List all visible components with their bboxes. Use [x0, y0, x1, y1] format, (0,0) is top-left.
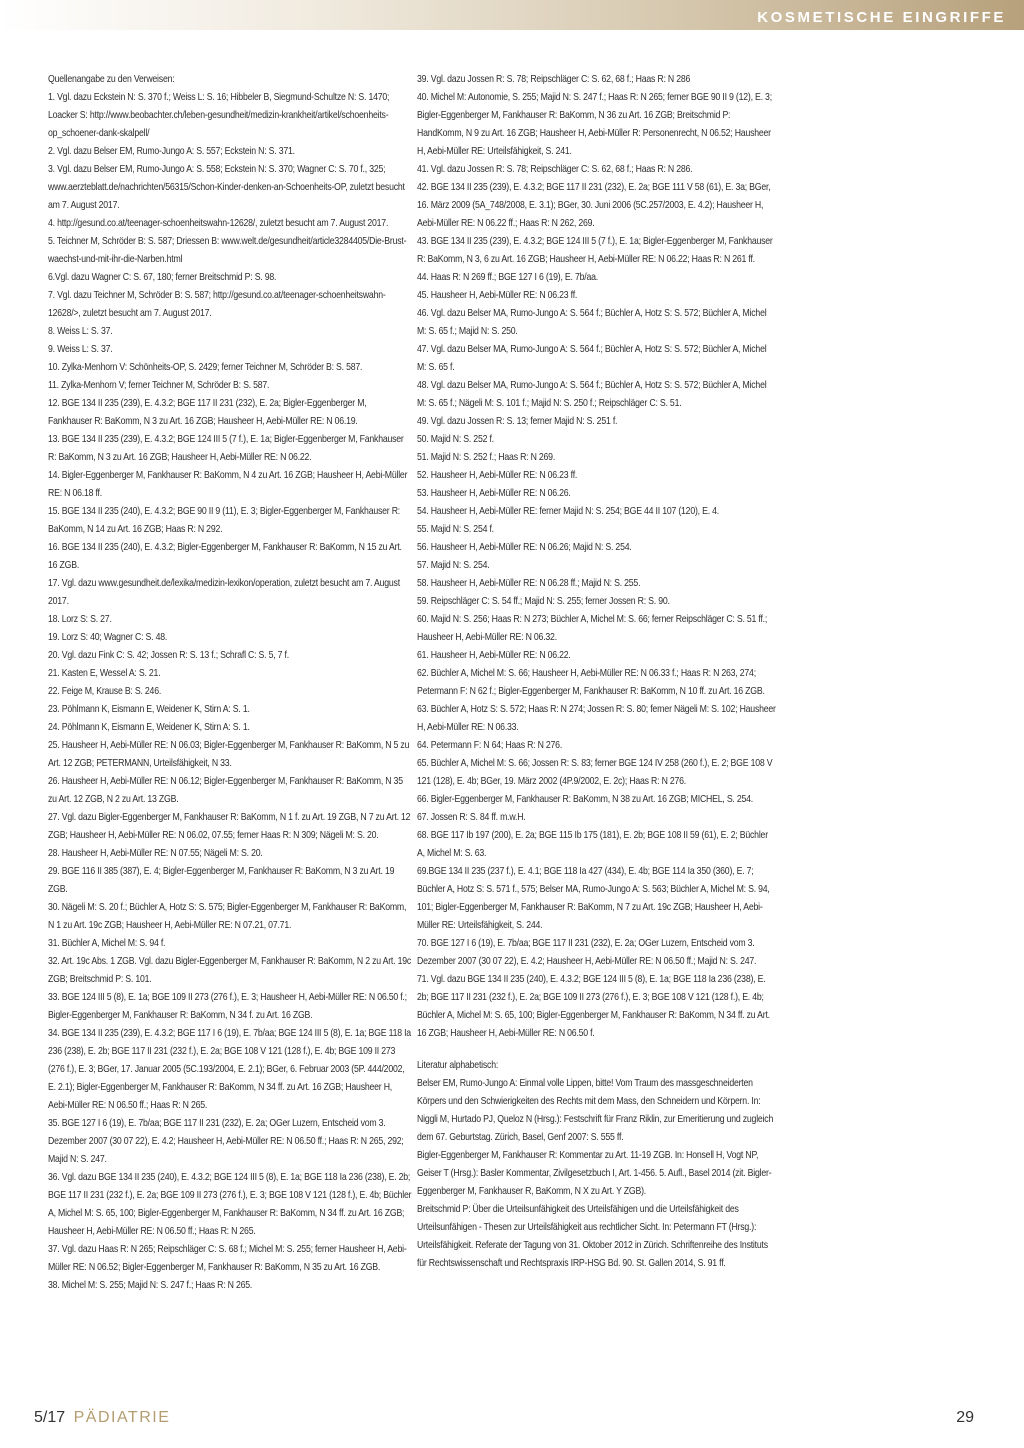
reference-item: 55. Majid N: S. 254 f. [417, 524, 494, 535]
literature-list [417, 1075, 777, 1273]
reference-item: 57. Majid N: S. 254. [417, 560, 490, 571]
reference-item: 9. Weiss L: S. 37. [48, 344, 113, 355]
reference-item: 69.BGE 134 II 235 (237 f.), E. 4.1; BGE 118 Ia 427 (434), E. 4b; BGE 114 Ia 350 (360), E. 7; Büchler A, Hotz S: S. 571 f., 575; Belser MA, Rumo-Jungo A: S. 563; Büchler A, Michel M: S. 94, 101; Bigler-Eggenberger M, Fankhauser R: BaKomm, N 7 zu Art. 19c ZGB; Hausheer H, Aebi-Müller RE: Urteilsfähigkeit, S. 244. [417, 866, 770, 931]
reference-item: 6.Vgl. dazu Wagner C: S. 67, 180; ferner Breitschmid P: S. 98. [48, 272, 277, 283]
reference-item: 30. Nägeli M: S. 20 f.; Büchler A, Hotz S: S. 575; Bigler-Eggenberger M, Fankhauser R: BaKomm, N 1 zu Art. 19c ZGB; Hausheer H, Aebi-Müller RE: N 07.21, 07.71. [48, 902, 407, 931]
magazine-name: PÄDIATRIE [73, 1409, 171, 1426]
references-list-right [417, 71, 777, 1043]
reference-item: 37. Vgl. dazu Haas R: N 265; Reipschläger C: S. 68 f.; Michel M: S. 255; ferner Hausheer H, Aebi-Müller RE: N 06.52; Bigler-Eggenberger M, Fankhauser R: BaKomm, N 35 zu Art. 16 ZGB. [48, 1244, 407, 1273]
reference-item: 35. BGE 127 I 6 (19), E. 7b/aa; BGE 117 II 231 (232), E. 2a; OGer Luzern, Entscheid vom 3. Dezember 2007 (30 07 22), E. 4.2; Hausheer H, Aebi-Müller RE: N 06.50 ff.; Haas R: N 265, 292; Majid N: S. 247. [48, 1118, 404, 1165]
reference-item: 5. Teichner M, Schröder B: S. 587; Driessen B: www.welt.de/gesundheit/article3284405/Die-Brust-waechst-und-mit-ihr-die-Narben.html [48, 236, 407, 265]
reference-item: 28. Hausheer H, Aebi-Müller RE: N 07.55; Nägeli M: S. 20. [48, 848, 263, 859]
reference-item: 61. Hausheer H, Aebi-Müller RE: N 06.22. [417, 650, 571, 661]
references-heading: Quellenangabe zu den Verweisen: [48, 74, 175, 85]
literature-item: Bigler-Eggenberger M, Fankhauser R: Kommentar zu Art. 11-19 ZGB. In: Honsell H, Vogt NP, Geiser T (Hrsg.): Basler Kommentar, Zivilgesetzbuch I, Art. 1-456. 5. Aufl., Basel 2014 (zit. Bigler-Eggenberger M, Fankhauser R, BaKomm, N X zu Art. Y ZGB). [417, 1150, 772, 1197]
reference-item: 20. Vgl. dazu Fink C: S. 42; Jossen R: S. 13 f.; Schrafl C: S. 5, 7 f. [48, 650, 289, 661]
reference-item: 46. Vgl. dazu Belser MA, Rumo-Jungo A: S. 564 f.; Büchler A, Hotz S: S. 572; Büchler A, Michel M: S. 65 f.; Majid N: S. 250. [417, 308, 767, 337]
reference-item: 54. Hausheer H, Aebi-Müller RE: ferner Majid N: S. 254; BGE 44 II 107 (120), E. 4. [417, 506, 719, 517]
reference-item: 26. Hausheer H, Aebi-Müller RE: N 06.12; Bigler-Eggenberger M, Fankhauser R: BaKomm, N 35 zu Art. 12 ZGB, N 2 zu Art. 13 ZGB. [48, 776, 403, 805]
reference-item: 8. Weiss L: S. 37. [48, 326, 113, 337]
reference-item: 1. Vgl. dazu Eckstein N: S. 370 f.; Weiss L: S. 16; Hibbeler B, Siegmund-Schultze N: S. 1470; Loacker S: http://www.beobachter.ch/leben-gesundheit/medizin-krankheit/artikel/schoenheits-op_schoener-dank-skalpell/ [48, 92, 390, 139]
reference-item: 32. Art. 19c Abs. 1 ZGB. Vgl. dazu Bigler-Eggenberger M, Fankhauser R: BaKomm, N 2 zu Art. 19c ZGB; Breitschmid P: S. 101. [48, 956, 412, 985]
reference-item: 24. Pöhlmann K, Eismann E, Weidener K, Stirn A: S. 1. [48, 722, 250, 733]
reference-item: 23. Pöhlmann K, Eismann E, Weidener K, Stirn A: S. 1. [48, 704, 250, 715]
reference-item: 66. Bigler-Eggenberger M, Fankhauser R: BaKomm, N 38 zu Art. 16 ZGB; MICHEL, S. 254. [417, 794, 754, 805]
literature-item: Breitschmid P: Über die Urteilsunfähigkeit des Urteilsfähigen und die Urteilsfähigkeit des Urteilsunfähigen - Thesen zur Urteilsfähigkeit aus rechtlicher Sicht. In: Petermann FT (Hrsg.): Urteilsfähigkeit. Referate der Tagung von 31. Oktober 2012 in Zürich. Schriftenreihe des Instituts für Rechtswissenschaft und Rechtspraxis IRP-HSG Bd. 90. St. Gallen 2014, S. 91 ff. [417, 1204, 768, 1269]
reference-item: 36. Vgl. dazu BGE 134 II 235 (240), E. 4.3.2; BGE 124 III 5 (8), E. 1a; BGE 118 Ia 236 (238), E. 2b; BGE 117 II 231 (232 f.), E. 2a; BGE 109 II 273 (276 f.), E. 3; BGE 108 V 121 (128 f.), E. 4b; Büchler A, Michel M: S. 65, 100; Bigler-Eggenberger M, Fankhauser R: BaKomm, N 34 ff. zu Art. 16 ZGB; Hausheer H, Aebi-Müller RE: N 06.50 ff.; Haas R: N 265. [48, 1172, 412, 1237]
page-number: 29 [956, 1409, 974, 1426]
reference-item: 21. Kasten E, Wessel A: S. 21. [48, 668, 161, 679]
reference-item: 7. Vgl. dazu Teichner M, Schröder B: S. 587; http://gesund.co.at/teenager-schoenheitswahn-12628/>, zuletzt besucht am 7. August 2017. [48, 290, 386, 319]
references-column-left [48, 71, 413, 1295]
reference-item: 63. Büchler A, Hotz S: S. 572; Haas R: N 274; Jossen R: S. 80; ferner Nägeli M: S. 102; Hausheer H, Aebi-Müller RE: N 06.33. [417, 704, 776, 733]
reference-item: 18. Lorz S: S. 27. [48, 614, 112, 625]
reference-item: 4. http://gesund.co.at/teenager-schoenheitswahn-12628/, zuletzt besucht am 7. August 2017. [48, 218, 389, 229]
reference-item: 33. BGE 124 III 5 (8), E. 1a; BGE 109 II 273 (276 f.), E. 3; Hausheer H, Aebi-Müller RE: N 06.50 f.; Bigler-Eggenberger M, Fankhauser R: BaKomm, N 34 f. zu Art. 16 ZGB. [48, 992, 407, 1021]
reference-item: 22. Feige M, Krause B: S. 246. [48, 686, 162, 697]
reference-item: 52. Hausheer H, Aebi-Müller RE: N 06.23 ff. [417, 470, 578, 481]
reference-item: 67. Jossen R: S. 84 ff. m.w.H. [417, 812, 526, 823]
reference-item: 10. Zylka-Menhorn V: Schönheits-OP, S. 2429; ferner Teichner M, Schröder B: S. 587. [48, 362, 363, 373]
reference-item: 68. BGE 117 Ib 197 (200), E. 2a; BGE 115 Ib 175 (181), E. 2b; BGE 108 II 59 (61), E. 2; Büchler A, Michel M: S. 63. [417, 830, 768, 859]
reference-item: 39. Vgl. dazu Jossen R: S. 78; Reipschläger C: S. 62, 68 f.; Haas R: N 286 [417, 74, 691, 85]
reference-item: 59. Reipschläger C: S. 54 ff.; Majid N: S. 255; ferner Jossen R: S. 90. [417, 596, 670, 607]
section-title: KOSMETISCHE EINGRIFFE [757, 9, 1006, 26]
reference-item: 27. Vgl. dazu Bigler-Eggenberger M, Fankhauser R: BaKomm, N 1 f. zu Art. 19 ZGB, N 7 zu Art. 12 ZGB; Hausheer H, Aebi-Müller RE: N 06.02, 07.55; ferner Haas R: N 309; Nägeli M: S. 20. [48, 812, 411, 841]
reference-item: 16. BGE 134 II 235 (240), E. 4.3.2; Bigler-Eggenberger M, Fankhauser R: BaKomm, N 15 zu Art. 16 ZGB. [48, 542, 402, 571]
literature-heading: Literatur alphabetisch: [417, 1060, 499, 1071]
reference-item: 2. Vgl. dazu Belser EM, Rumo-Jungo A: S. 557; Eckstein N: S. 371. [48, 146, 295, 157]
reference-item: 62. Büchler A, Michel M: S. 66; Hausheer H, Aebi-Müller RE: N 06.33 f.; Haas R: N 263, 274; Petermann F: N 62 f.; Bigler-Eggenberger M, Fankhauser R: BaKomm, N 10 ff. zu Art. 16 ZGB. [417, 668, 765, 697]
reference-item: 14. Bigler-Eggenberger M, Fankhauser R: BaKomm, N 4 zu Art. 16 ZGB; Hausheer H, Aebi-Müller RE: N 06.18 ff. [48, 470, 408, 499]
reference-item: 40. Michel M: Autonomie, S. 255; Majid N: S. 247 f.; Haas R: N 265; ferner BGE 90 II 9 (12), E. 3; Bigler-Eggenberger M, Fankhauser R: BaKomm, N 36 zu Art. 16 ZGB; Breitschmid P: HandKomm, N 9 zu Art. 16 ZGB; Hausheer H, Aebi-Müller R: Personenrecht, N 06.52; Hausheer H, Aebi-Müller RE: Urteilsfähigkeit, S. 241. [417, 92, 772, 157]
reference-item: 58. Hausheer H, Aebi-Müller RE: N 06.28 ff.; Majid N: S. 255. [417, 578, 641, 589]
reference-item: 38. Michel M: S. 255; Majid N: S. 247 f.; Haas R: N 265. [48, 1280, 253, 1291]
reference-item: 65. Büchler A, Michel M: S. 66; Jossen R: S. 83; ferner BGE 124 IV 258 (260 f.), E. 2; BGE 108 V 121 (128), E. 4b; BGer, 19. März 2002 (4P.9/2002, E. 2c); Haas R: N 276. [417, 758, 773, 787]
reference-item: 11. Zylka-Menhorn V; ferner Teichner M, Schröder B: S. 587. [48, 380, 270, 391]
reference-item: 34. BGE 134 II 235 (239), E. 4.3.2; BGE 117 I 6 (19), E. 7b/aa; BGE 124 III 5 (8), E. 1a; BGE 118 Ia 236 (238), E. 2b; BGE 117 II 231 (232 f.), E. 2a; BGE 108 V 121 (128 f.), E. 4b; BGE 109 II 273 (276 f.), E. 3; BGer, 17. Januar 2005 (5C.193/2004, E. 2.1); BGer, 6. Februar 2003 (5P. 444/2002, E. 2.1); Bigler-Eggenberger M, Fankhauser R: BaKomm, N 34 ff. zu Art. 16 ZGB; Hausheer H, Aebi-Müller RE: N 06.50 ff.; Haas R: N 265. [48, 1028, 411, 1111]
reference-item: 56. Hausheer H, Aebi-Müller RE: N 06.26; Majid N: S. 254. [417, 542, 632, 553]
reference-item: 15. BGE 134 II 235 (240), E. 4.3.2; BGE 90 II 9 (11), E. 3; Bigler-Eggenberger M, Fankhauser R: BaKomm, N 14 zu Art. 16 ZGB; Haas R: N 292. [48, 506, 400, 535]
issue-number: 5/17 [34, 1409, 66, 1426]
literature-item: Belser EM, Rumo-Jungo A: Einmal volle Lippen, bitte! Vom Traum des massgeschneiderten Körpers und den Schwierigkeiten des Rechts mit dem Mass, den Schneidern und Körpern. In: Niggli M, Hurtado PJ, Queloz N (Hrsg.): Festschrift für Franz Riklin, zur Emeritierung und zugleich dem 67. Geburtstag. Zürich, Basel, Genf 2007: S. 555 ff. [417, 1078, 774, 1143]
reference-item: 50. Majid N: S. 252 f. [417, 434, 494, 445]
references-list-left [48, 89, 413, 1295]
reference-item: 53. Hausheer H, Aebi-Müller RE: N 06.26. [417, 488, 571, 499]
reference-item: 60. Majid N: S. 256; Haas R: N 273; Büchler A, Michel M: S. 66; ferner Reipschläger C: S. 51 ff.; Hausheer H, Aebi-Müller RE: N 06.32. [417, 614, 768, 643]
reference-item: 17. Vgl. dazu www.gesundheit.de/lexika/medizin-lexikon/operation, zuletzt besucht am 7. August 2017. [48, 578, 400, 607]
footer-issue [34, 1408, 170, 1428]
reference-item: 48. Vgl. dazu Belser MA, Rumo-Jungo A: S. 564 f.; Büchler A, Hotz S: S. 572; Büchler A, Michel M: S. 65 f.; Nägeli M: S. 101 f.; Majid N: S. 250 f.; Reipschläger C: S. 51. [417, 380, 767, 409]
reference-item: 51. Majid N: S. 252 f.; Haas R: N 269. [417, 452, 556, 463]
reference-item: 71. Vgl. dazu BGE 134 II 235 (240), E. 4.3.2; BGE 124 III 5 (8), E. 1a; BGE 118 Ia 236 (238), E. 2b; BGE 117 II 231 (232 f.), E. 2a; BGE 109 II 273 (276 f.), E. 3; BGE 108 V 121 (128 f.), E. 4b; Büchler A, Michel M: S. 65, 100; Bigler-Eggenberger M, Fankhauser R: BaKomm, N 34 ff. zu Art. 16 ZGB; Hausheer H, Aebi-Müller RE: N 06.50 f. [417, 974, 770, 1039]
reference-item: 31. Büchler A, Michel M: S. 94 f. [48, 938, 166, 949]
reference-item: 19. Lorz S: 40; Wagner C: S. 48. [48, 632, 168, 643]
reference-item: 43. BGE 134 II 235 (239), E. 4.3.2; BGE 124 III 5 (7 f.), E. 1a; Bigler-Eggenberger M, Fankhauser R: BaKomm, N 3, 6 zu Art. 16 ZGB; Hausheer H, Aebi-Müller RE: N 06.22; Haas R: N 261 ff. [417, 236, 773, 265]
reference-item: 44. Haas R: N 269 ff.; BGE 127 I 6 (19), E. 7b/aa. [417, 272, 598, 283]
reference-item: 47. Vgl. dazu Belser MA, Rumo-Jungo A: S. 564 f.; Büchler A, Hotz S: S. 572; Büchler A, Michel M: S. 65 f. [417, 344, 767, 373]
reference-item: 25. Hausheer H, Aebi-Müller RE: N 06.03; Bigler-Eggenberger M, Fankhauser R: BaKomm, N 5 zu Art. 12 ZGB; PETERMANN, Urteilsfähigkeit, N 33. [48, 740, 410, 769]
reference-item: 70. BGE 127 I 6 (19), E. 7b/aa; BGE 117 II 231 (232), E. 2a; OGer Luzern, Entscheid vom 3. Dezember 2007 (30 07 22), E. 4.2; Hausheer H, Aebi-Müller RE: N 06.50 ff.; Majid N: S. 247. [417, 938, 757, 967]
reference-item: 42. BGE 134 II 235 (239), E. 4.3.2; BGE 117 II 231 (232), E. 2a; BGE 111 V 58 (61), E. 3a; BGer, 16. März 2009 (5A_748/2008, E. 3.1); BGer, 30. Juni 2006 (5C.257/2003, E. 4.2); Hausheer H, Aebi-Müller RE: N 06.22 ff.; Haas R: N 262, 269. [417, 182, 771, 229]
reference-item: 13. BGE 134 II 235 (239), E. 4.3.2; BGE 124 III 5 (7 f.), E. 1a; Bigler-Eggenberger M, Fankhauser R: BaKomm, N 3 zu Art. 16 ZGB; Hausheer H, Aebi-Müller RE: N 06.22. [48, 434, 404, 463]
reference-item: 41. Vgl. dazu Jossen R: S. 78; Reipschläger C: S. 62, 68 f.; Haas R: N 286. [417, 164, 693, 175]
reference-item: 49. Vgl. dazu Jossen R: S. 13; ferner Majid N: S. 251 f. [417, 416, 618, 427]
reference-item: 29. BGE 116 II 385 (387), E. 4; Bigler-Eggenberger M, Fankhauser R: BaKomm, N 3 zu Art. 19 ZGB. [48, 866, 395, 895]
reference-item: 12. BGE 134 II 235 (239), E. 4.3.2; BGE 117 II 231 (232), E. 2a; Bigler-Eggenberger M, Fankhauser R: BaKomm, N 3 zu Art. 16 ZGB; Hausheer H, Aebi-Müller RE: N 06.19. [48, 398, 367, 427]
references-column-right [417, 71, 777, 1273]
reference-item: 64. Petermann F: N 64; Haas R: N 276. [417, 740, 563, 751]
reference-item: 45. Hausheer H, Aebi-Müller RE: N 06.23 ff. [417, 290, 578, 301]
reference-item: 3. Vgl. dazu Belser EM, Rumo-Jungo A: S. 558; Eckstein N: S. 370; Wagner C: S. 70 f., 325; www.aerzteblatt.de/nachrichten/56315/Schon-Kinder-denken-an-Schoenheits-OP, zuletzt besucht am 7. August 2017. [48, 164, 405, 211]
